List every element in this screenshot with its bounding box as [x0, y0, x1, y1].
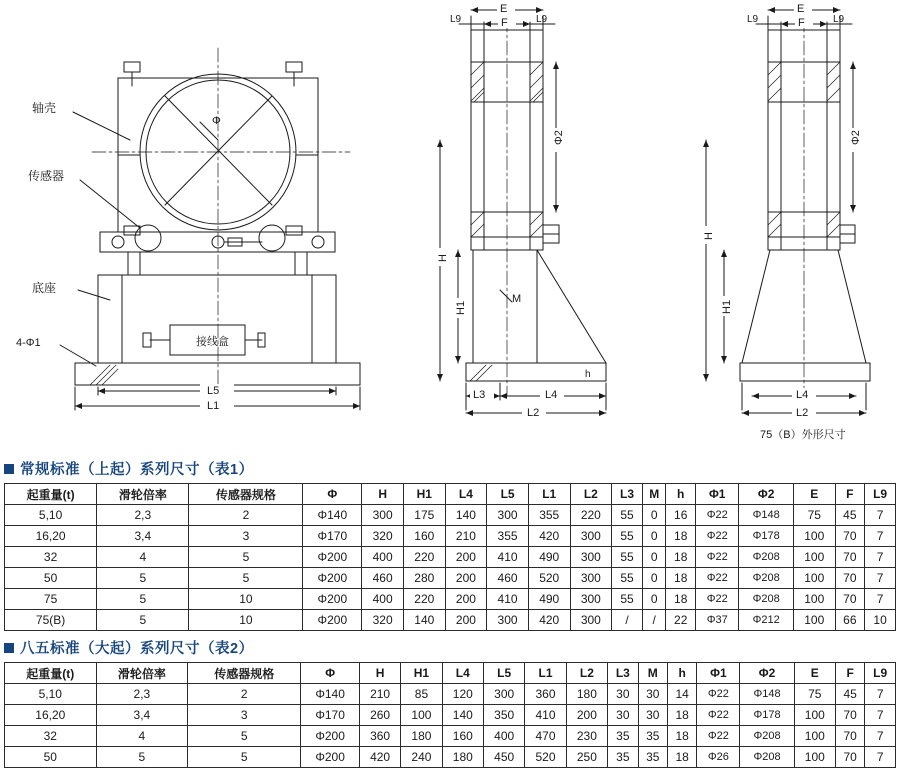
th-phi1: Φ1 — [697, 663, 740, 684]
th-weight: 起重量(t) — [5, 663, 97, 684]
cell: 420 — [528, 526, 570, 547]
cell: 55 — [612, 547, 643, 568]
dim-M-2: M — [512, 293, 522, 305]
cell: 50 — [5, 568, 97, 589]
view3-caption: 75（B）外形尺寸 — [760, 429, 846, 441]
cell: 160 — [403, 526, 445, 547]
cell: Φ22 — [697, 684, 740, 705]
th-L3: L3 — [612, 484, 643, 505]
cell: 70 — [835, 568, 865, 589]
cell: 0 — [642, 526, 666, 547]
cell: Φ22 — [696, 526, 739, 547]
cell: 70 — [835, 589, 865, 610]
cell: 14 — [667, 684, 696, 705]
cell: 7 — [865, 684, 896, 705]
cell: 420 — [528, 610, 570, 631]
cell: 260 — [359, 705, 400, 726]
cell: 7 — [865, 747, 896, 768]
cell: 300 — [570, 610, 612, 631]
cell: 300 — [570, 547, 612, 568]
cell: 30 — [608, 705, 639, 726]
cell: Φ22 — [696, 589, 739, 610]
table2-title: 八五标准（大起）系列尺寸（表2） — [20, 641, 254, 657]
cell: 22 — [666, 610, 696, 631]
cell: 220 — [570, 505, 612, 526]
cell: 490 — [528, 589, 570, 610]
table-row — [5, 568, 896, 589]
cell: 140 — [442, 705, 483, 726]
cell: 70 — [835, 526, 865, 547]
cell: 210 — [359, 684, 400, 705]
cell: 75 — [794, 684, 835, 705]
cell: 75(B) — [5, 610, 97, 631]
cell: 18 — [667, 705, 696, 726]
th-F: F — [835, 663, 864, 684]
cell: Φ200 — [303, 589, 362, 610]
cell: Φ148 — [740, 684, 794, 705]
cell: 5,10 — [5, 505, 97, 526]
dim-E-2: E — [500, 3, 508, 15]
dim-L9-left-2: L9 — [450, 14, 462, 25]
cell: 200 — [445, 568, 487, 589]
cell: 2,3 — [97, 505, 189, 526]
th-L1: L1 — [528, 484, 570, 505]
label-sensor: 传感器 — [28, 169, 65, 183]
bullet-square-icon — [4, 464, 14, 474]
th-sensor-spec: 传感器规格 — [189, 484, 303, 505]
th-weight: 起重量(t) — [5, 484, 97, 505]
table1-header-row — [5, 484, 896, 505]
cell: 0 — [642, 589, 666, 610]
cell: Φ22 — [696, 505, 739, 526]
dim-L2-3: L2 — [796, 407, 809, 419]
cell: 2,3 — [96, 684, 188, 705]
th-phi: Φ — [303, 484, 362, 505]
cell: 100 — [794, 726, 835, 747]
th-L9: L9 — [865, 484, 896, 505]
th-sensor-spec: 传感器规格 — [188, 663, 301, 684]
table-row — [5, 726, 896, 747]
th-H1: H1 — [401, 663, 442, 684]
dimension-tables — [0, 452, 900, 770]
cell: 75 — [5, 589, 97, 610]
cell: 400 — [483, 726, 524, 747]
th-L5: L5 — [487, 484, 529, 505]
dim-L9-left-3: L9 — [747, 14, 759, 25]
cell: 7 — [865, 526, 896, 547]
cell: 140 — [403, 610, 445, 631]
dim-F-2: F — [501, 17, 508, 29]
th-phi1: Φ1 — [696, 484, 739, 505]
cell: 200 — [445, 547, 487, 568]
cell: 180 — [566, 684, 607, 705]
cell: 32 — [5, 547, 97, 568]
cell: 100 — [794, 705, 835, 726]
cell: 450 — [483, 747, 524, 768]
cell: 10 — [189, 589, 303, 610]
cell: 230 — [566, 726, 607, 747]
cell: 32 — [5, 726, 97, 747]
cell: 355 — [528, 505, 570, 526]
cell: Φ200 — [301, 726, 360, 747]
cell: 160 — [442, 726, 483, 747]
th-h: h — [667, 663, 696, 684]
bullet-square-icon — [4, 643, 14, 653]
table1-title: 常规标准（上起）系列尺寸（表1） — [20, 462, 254, 478]
dim-H-3: H — [703, 232, 715, 240]
th-phi2: Φ2 — [739, 484, 793, 505]
cell: 7 — [865, 705, 896, 726]
cell: 0 — [642, 505, 666, 526]
cell: 400 — [362, 547, 404, 568]
cell: 3,4 — [96, 705, 188, 726]
cell: 300 — [362, 505, 404, 526]
cell: Φ178 — [740, 705, 794, 726]
cell: 70 — [835, 747, 864, 768]
dim-phi2-2: Φ2 — [553, 130, 565, 145]
label-junction-box: 接线盒 — [196, 336, 229, 348]
cell: 50 — [5, 747, 97, 768]
cell: Φ208 — [739, 568, 793, 589]
cell: 55 — [612, 568, 643, 589]
cell: Φ22 — [696, 568, 739, 589]
cell: 100 — [794, 747, 835, 768]
cell: 360 — [359, 726, 400, 747]
cell: 200 — [445, 589, 487, 610]
dim-L4-3: L4 — [796, 389, 809, 401]
cell: 320 — [362, 610, 404, 631]
dim-L4-2: L4 — [545, 389, 558, 401]
cell: 360 — [525, 684, 566, 705]
table2-header-row — [5, 663, 896, 684]
cell: 5 — [97, 610, 189, 631]
cell: 3,4 — [97, 526, 189, 547]
cell: 140 — [445, 505, 487, 526]
cell: 35 — [638, 747, 667, 768]
table-row — [5, 589, 896, 610]
label-holes: 4-Φ1 — [16, 337, 41, 349]
cell: 2 — [188, 684, 301, 705]
cell: 70 — [835, 726, 864, 747]
cell: 55 — [612, 526, 643, 547]
cell: 35 — [638, 726, 667, 747]
sensor-right — [259, 225, 285, 251]
th-L2: L2 — [566, 663, 607, 684]
cell: 5 — [188, 726, 301, 747]
cell: 0 — [642, 568, 666, 589]
cell: Φ208 — [740, 747, 794, 768]
dim-H1-2: H1 — [455, 300, 467, 315]
cell: 350 — [483, 705, 524, 726]
th-phi: Φ — [301, 663, 360, 684]
cell: 16 — [666, 505, 696, 526]
table2 — [4, 662, 896, 768]
cell: 16,20 — [5, 705, 97, 726]
cell: 10 — [865, 610, 896, 631]
table-row — [5, 610, 896, 631]
table-row — [5, 705, 896, 726]
th-L9: L9 — [865, 663, 896, 684]
cell: 520 — [525, 747, 566, 768]
th-L3: L3 — [608, 663, 639, 684]
cell: 120 — [442, 684, 483, 705]
cell: / — [612, 610, 643, 631]
cell: 460 — [487, 568, 529, 589]
cell: Φ22 — [696, 547, 739, 568]
cell: Φ212 — [739, 610, 793, 631]
cell: 520 — [528, 568, 570, 589]
cell: 55 — [612, 505, 643, 526]
dim-H1-3: H1 — [721, 299, 733, 314]
base-plate — [75, 363, 360, 385]
cell: 200 — [445, 610, 487, 631]
cell: 7 — [865, 568, 896, 589]
th-M: M — [638, 663, 667, 684]
th-E: E — [794, 663, 835, 684]
th-h: h — [666, 484, 696, 505]
cell: Φ208 — [739, 547, 793, 568]
cell: 410 — [525, 705, 566, 726]
cell: / — [642, 610, 666, 631]
cell: 45 — [835, 505, 865, 526]
cell: Φ148 — [739, 505, 793, 526]
cell: 18 — [666, 547, 696, 568]
cell: 300 — [570, 568, 612, 589]
cell: 355 — [487, 526, 529, 547]
cell: Φ208 — [740, 726, 794, 747]
cell: 5 — [97, 589, 189, 610]
cell: 16,20 — [5, 526, 97, 547]
cell: Φ200 — [301, 747, 360, 768]
cell: 490 — [528, 547, 570, 568]
cell: Φ208 — [739, 589, 793, 610]
cell: 66 — [835, 610, 865, 631]
cell: 180 — [442, 747, 483, 768]
cell: 4 — [97, 547, 189, 568]
cell: 300 — [487, 610, 529, 631]
th-F: F — [835, 484, 865, 505]
cell: 410 — [487, 547, 529, 568]
cell: 7 — [865, 589, 896, 610]
cell: Φ140 — [303, 505, 362, 526]
cell: 18 — [666, 568, 696, 589]
cell: 30 — [638, 705, 667, 726]
table-row — [5, 684, 896, 705]
dim-L5: L5 — [207, 385, 220, 397]
cell: 7 — [865, 505, 896, 526]
cell: 85 — [401, 684, 442, 705]
label-base: 底座 — [32, 281, 57, 295]
dim-F-3: F — [798, 17, 805, 29]
cell: 460 — [362, 568, 404, 589]
cell: 250 — [566, 747, 607, 768]
cell: 7 — [865, 726, 896, 747]
dim-L3-2: L3 — [473, 389, 486, 401]
cell: 100 — [401, 705, 442, 726]
dim-phi2-3: Φ2 — [850, 130, 862, 145]
cell: 75 — [793, 505, 835, 526]
dim-L9-right-3: L9 — [833, 14, 845, 25]
cell: Φ22 — [697, 705, 740, 726]
dim-E-3: E — [797, 3, 805, 15]
cell: 18 — [667, 726, 696, 747]
cell: Φ170 — [303, 526, 362, 547]
table-row — [5, 547, 896, 568]
table2-title-row — [4, 637, 900, 658]
cell: 35 — [608, 747, 639, 768]
cell: Φ170 — [301, 705, 360, 726]
cell: 210 — [445, 526, 487, 547]
cell: Φ37 — [696, 610, 739, 631]
cell: 180 — [401, 726, 442, 747]
cell: 300 — [570, 589, 612, 610]
cell: Φ140 — [301, 684, 360, 705]
cell: 100 — [793, 547, 835, 568]
cell: 55 — [612, 589, 643, 610]
table1 — [4, 483, 896, 631]
cell: 0 — [642, 547, 666, 568]
dim-L2-2: L2 — [527, 407, 540, 419]
cell: 100 — [793, 526, 835, 547]
th-H1: H1 — [403, 484, 445, 505]
cell: Φ178 — [739, 526, 793, 547]
cell: 10 — [189, 610, 303, 631]
cell: 7 — [865, 547, 896, 568]
th-L5: L5 — [483, 663, 524, 684]
cell: 300 — [487, 505, 529, 526]
cell: 4 — [96, 726, 188, 747]
cell: 45 — [835, 684, 864, 705]
th-L2: L2 — [570, 484, 612, 505]
table1-title-row — [4, 458, 900, 479]
cell: 470 — [525, 726, 566, 747]
cell: 5 — [96, 747, 188, 768]
cell: 5 — [97, 568, 189, 589]
cell: 5 — [189, 547, 303, 568]
cell: Φ22 — [697, 726, 740, 747]
table-row — [5, 505, 896, 526]
cell: 100 — [793, 568, 835, 589]
cell: 3 — [188, 705, 301, 726]
label-shell: 轴壳 — [32, 101, 57, 115]
cell: 70 — [835, 547, 865, 568]
th-L4: L4 — [445, 484, 487, 505]
pedestal — [98, 275, 336, 363]
cell: 3 — [189, 526, 303, 547]
th-L4: L4 — [442, 663, 483, 684]
cell: 400 — [362, 589, 404, 610]
th-H: H — [359, 663, 400, 684]
th-H: H — [362, 484, 404, 505]
cell: 18 — [667, 747, 696, 768]
cell: 100 — [793, 610, 835, 631]
cell: 220 — [403, 589, 445, 610]
cell: Φ26 — [697, 747, 740, 768]
label-phi: Φ — [212, 115, 221, 127]
cell: 2 — [189, 505, 303, 526]
cell: 70 — [835, 705, 864, 726]
cell: Φ200 — [303, 568, 362, 589]
cell: 100 — [793, 589, 835, 610]
th-ratio: 滑轮倍率 — [97, 484, 189, 505]
cell: Φ200 — [303, 610, 362, 631]
cell: 35 — [608, 726, 639, 747]
dim-h-2: h — [585, 369, 591, 380]
dim-L1: L1 — [207, 400, 220, 412]
cell: 320 — [362, 526, 404, 547]
dim-L9-right-2: L9 — [536, 14, 548, 25]
taper-body-2 — [473, 250, 606, 363]
table-row — [5, 747, 896, 768]
cell: 30 — [638, 684, 667, 705]
th-phi2: Φ2 — [740, 663, 794, 684]
cell: 280 — [403, 568, 445, 589]
table-row — [5, 526, 896, 547]
th-M: M — [642, 484, 666, 505]
cell: 30 — [608, 684, 639, 705]
cell: 300 — [570, 526, 612, 547]
cell: 18 — [666, 526, 696, 547]
cell: 5,10 — [5, 684, 97, 705]
cell: 220 — [403, 547, 445, 568]
cell: 420 — [359, 747, 400, 768]
cell: 5 — [188, 747, 301, 768]
th-E: E — [793, 484, 835, 505]
th-L1: L1 — [525, 663, 566, 684]
cell: 175 — [403, 505, 445, 526]
th-ratio: 滑轮倍率 — [96, 663, 188, 684]
cell: 410 — [487, 589, 529, 610]
cell: 200 — [566, 705, 607, 726]
dim-H-2: H — [437, 254, 449, 262]
cell: 18 — [666, 589, 696, 610]
cell: 5 — [189, 568, 303, 589]
cell: 300 — [483, 684, 524, 705]
cell: Φ200 — [303, 547, 362, 568]
sensor-left — [135, 225, 161, 251]
cell: 240 — [401, 747, 442, 768]
